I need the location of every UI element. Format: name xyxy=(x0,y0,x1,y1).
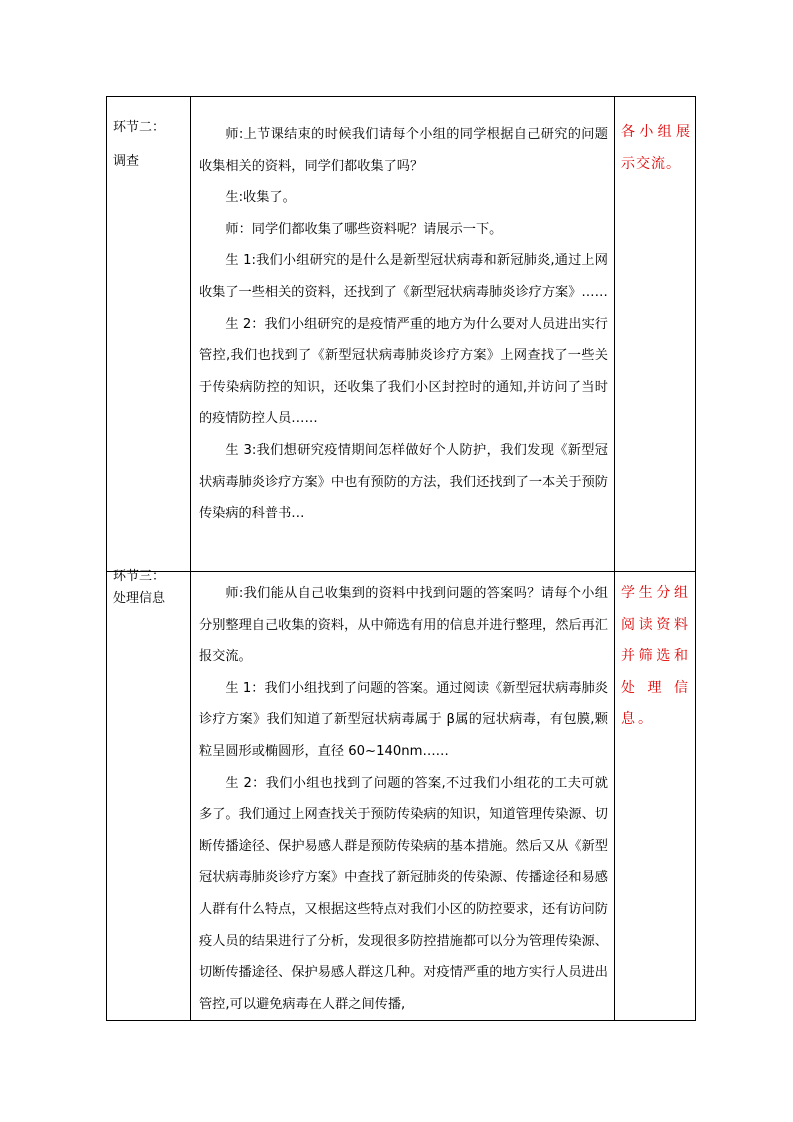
dialogue-paragraph: 师:上节课结束的时候我们请每个小组的同学根据自己研究的问题收集相关的资料，同学们都收集了吗？ xyxy=(199,127,608,174)
stage-number: 环节二： xyxy=(113,120,166,135)
activity-note: 各小组展示交流。 xyxy=(621,124,691,172)
dialogue-paragraph: 师:我们能从自己收集到的资料中找到问题的答案吗？请每个小组分别整理自己收集的资料，从中筛选有用的信息并进行整理，然后再汇报交流。 xyxy=(199,586,608,665)
stage-cell xyxy=(107,569,191,1021)
dialogue-paragraph: 生:收集了。 xyxy=(225,190,296,206)
activity-note: 学生分组阅读资料并筛选和处理信息。 xyxy=(621,585,691,728)
dialogue-content xyxy=(191,572,614,1020)
dialogue-content xyxy=(191,97,614,530)
dialogue-paragraph: 生 1:我们小组研究的是什么是新型冠状病毒和新冠肺炎,通过上网收集了一些相关的资料，还找到了《新型冠状病毒肺炎诊疗方案》…… xyxy=(199,253,608,300)
lesson-plan-table xyxy=(106,96,696,1021)
stage-label xyxy=(107,566,190,610)
stage-title: 调查 xyxy=(113,154,140,169)
dialogue-paragraph: 生 2：我们小组研究的是疫情严重的地方为什么要对人员进出实行管控,我们也找到了《新型冠状病毒肺炎诊疗方案》上网查找了一些关于传染病防控的知识，还收集了我们小区封控时的通知,并访问了当时的疫情防控人员…… xyxy=(199,316,608,427)
note-cell xyxy=(615,572,696,1021)
dialogue-paragraph: 生 2：我们小组也找到了问题的答案,不过我们小组花的工夫可就多了。我们通过上网查找关于预防传染病的知识，知道管理传染源、切断传播途径、保护易感人群是预防传染病的基本措施。然后又从《新型冠状病毒肺炎诊疗方案》中查找了新冠肺炎的传染源、传播途径和易感人群有什么特点，又根据这些特点对我们小区的防控要求，还有访问防疫人员的结果进行了分析，发现很多防控措施都可以分为管理传染源、切断传播途径、保护易感人群这几种。对疫情严重的地方实行人员进出管控,可以避免病毒在人群之间传播, xyxy=(199,775,608,1012)
stage-cell xyxy=(107,97,191,572)
stage-title: 处理信息 xyxy=(113,591,166,606)
content-cell xyxy=(191,97,615,572)
dialogue-paragraph: 生 1：我们小组找到了问题的答案。通过阅读《新型冠状病毒肺炎诊疗方案》我们知道了新型冠状病毒属于 β属的冠状病毒，有包膜,颗粒呈圆形或椭圆形，直径 60~140nm…… xyxy=(199,680,608,759)
content-cell xyxy=(191,572,615,1021)
stage-label xyxy=(107,97,190,173)
table-row-stage-3 xyxy=(107,572,696,1021)
note-cell xyxy=(615,97,696,572)
stage-number: 环节三： xyxy=(113,569,166,584)
table-row-stage-2 xyxy=(107,97,696,572)
dialogue-paragraph: 生 3:我们想研究疫情期间怎样做好个人防护，我们发现《新型冠状病毒肺炎诊疗方案》中也有预防的方法，我们还找到了一本关于预防传染病的科普书… xyxy=(199,442,608,522)
dialogue-paragraph: 师：同学们都收集了哪些资料呢？请展示一下。 xyxy=(225,221,503,237)
